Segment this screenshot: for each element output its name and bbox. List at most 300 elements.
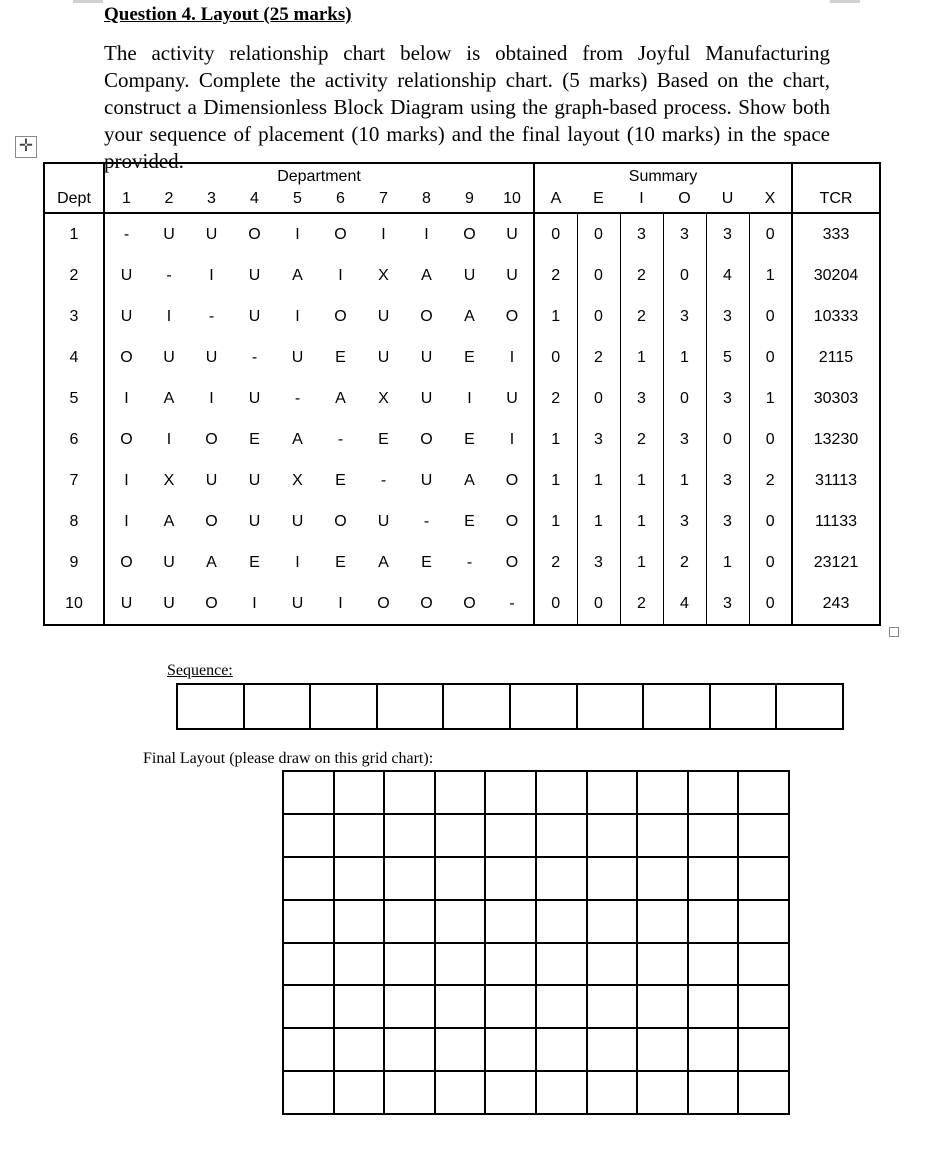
relationship-cell: O [420,430,433,448]
grid-cell[interactable] [436,815,487,858]
grid-cell[interactable] [335,815,386,858]
relationship-cell: I [124,512,129,530]
grid-cell[interactable] [335,901,386,944]
grid-cell[interactable] [739,1029,790,1072]
relationship-cell: U [291,348,304,366]
summary-cell: 0 [577,296,620,337]
relationship-cell: A [206,553,217,571]
relationship-cell: U [148,213,190,255]
relationship-cell: - [208,307,215,325]
relationship-cell: I [166,430,172,448]
tcr-cell: 13230 [792,419,880,460]
department-column-header: 4 [250,190,259,207]
relationship-cell: O [334,512,347,530]
relationship-cell: A [292,430,303,448]
grid-cell[interactable] [385,772,436,815]
relationship-cell: I [491,337,534,378]
summary-cell: 0 [749,337,792,378]
summary-cell: 5 [706,337,749,378]
grid-cell[interactable] [638,1029,689,1072]
summary-cell: 0 [749,419,792,460]
summary-cell: 0 [577,583,620,625]
grid-cell[interactable] [588,986,639,1029]
grid-cell[interactable] [588,944,639,987]
grid-cell[interactable] [537,901,588,944]
sequence-box[interactable] [178,685,243,728]
summary-cell: 3 [706,501,749,542]
relationship-cell: - [380,471,387,489]
relationship-cell: U [163,553,175,571]
grid-cell[interactable] [689,858,740,901]
grid-cell[interactable] [638,772,689,815]
summary-cell: 1 [577,460,620,501]
grid-cell[interactable] [588,1029,639,1072]
summary-cell: 2 [749,460,792,501]
relationship-cell: U [491,213,534,255]
relationship-cell: - [294,389,301,407]
relationship-cell: O [491,296,534,337]
summary-cell: 0 [706,419,749,460]
relationship-cell: O [120,430,133,448]
grid-cell[interactable] [284,858,335,901]
summary-cell: 2 [620,419,663,460]
summary-cell: 0 [663,378,706,419]
tcr-cell: 2115 [792,337,880,378]
relationship-cell: A [464,307,475,325]
dept-cell: 3 [44,296,104,337]
summary-cell: 3 [706,213,749,255]
dept-cell: 1 [44,213,104,255]
summary-cell: 0 [534,213,577,255]
grid-cell[interactable] [335,1072,386,1115]
grid-cell[interactable] [486,772,537,815]
final-layout-label: Final Layout (please draw on this grid chart): [143,750,434,767]
relationship-cell: O [405,583,448,625]
table-row [44,337,880,378]
relationship-cell: O [190,583,233,625]
department-column-header: 8 [422,190,431,207]
summary-cell: 1 [551,512,561,530]
grid-cell[interactable] [335,944,386,987]
department-column-header: 2 [164,190,174,207]
relationship-cell: U [190,213,233,255]
table-row [44,296,880,337]
summary-cell: 1 [663,337,706,378]
summary-cell: 0 [577,213,620,255]
summary-cell: 2 [551,389,561,407]
department-column-header: 3 [207,190,216,207]
grid-cell[interactable] [486,815,537,858]
summary-cell: 0 [749,501,792,542]
grid-cell[interactable] [689,1029,740,1072]
grid-cell[interactable] [436,901,487,944]
grid-cell[interactable] [284,901,335,944]
summary-cell: 0 [749,213,792,255]
relationship-cell: A [421,266,432,284]
relationship-cell: O [448,213,491,255]
relationship-cell: A [163,512,175,530]
grid-cell[interactable] [588,1072,639,1115]
table-row [44,213,880,255]
summary-cell: 2 [551,553,561,571]
summary-cell: 3 [663,419,706,460]
grid-cell[interactable] [537,986,588,1029]
tcr-cell: 30303 [792,378,880,419]
relationship-cell: U [491,255,534,296]
relationship-cell: I [124,389,129,407]
department-column-header: 10 [491,186,534,213]
relationship-cell: U [248,266,261,284]
grid-cell[interactable] [486,1072,537,1115]
relationship-cell: O [362,583,405,625]
relationship-cell: U [276,583,319,625]
relationship-cell: O [334,307,347,325]
summary-cell: 2 [620,296,663,337]
summary-cell: 3 [706,583,749,625]
grid-cell[interactable] [385,815,436,858]
summary-cell: 1 [551,430,561,448]
sequence-box[interactable] [509,685,576,728]
question-intro: The activity relationship chart below is obtained from Joyful Manufacturing Company. Complete the activity relationship chart. (5 marks) Based on the chart, construct a Dimensionless Block Diagram using the graph-based process. Show both your sequence of placement (10 marks) and the final layout (10 marks) in the space provided. [104,41,830,173]
sequence-box[interactable] [576,685,643,728]
grid-cell[interactable] [335,858,386,901]
relationship-cell: U [120,307,133,325]
relationship-cell: X [292,471,303,489]
summary-cell: 1 [749,378,792,419]
relationship-cell: - [104,213,148,255]
relationship-cell: O [120,348,133,366]
dept-cell: 7 [44,460,104,501]
grid-cell[interactable] [638,858,689,901]
grid-cell[interactable] [739,815,790,858]
summary-cell: 2 [577,337,620,378]
summary-cell: 1 [749,255,792,296]
summary-cell: 0 [551,348,561,366]
tcr-header-spacer [792,163,880,186]
grid-cell[interactable] [588,858,639,901]
relationship-cell: O [491,501,534,542]
grid-cell[interactable] [436,986,487,1029]
summary-cell: 1 [620,542,663,583]
relationship-cell: - [491,583,534,625]
summary-cell: 3 [706,460,749,501]
grid-cell[interactable] [638,1072,689,1115]
relationship-cell: - [423,512,430,530]
relationship-cell: U [377,307,390,325]
relationship-cell: U [491,378,534,419]
relationship-cell: U [104,583,148,625]
grid-cell[interactable] [689,986,740,1029]
grid-cell[interactable] [436,944,487,987]
page-top-edge-left [73,0,103,3]
summary-column-header: X [749,186,792,213]
summary-cell: 3 [706,296,749,337]
grid-cell[interactable] [385,1029,436,1072]
summary-cell: 0 [534,583,577,625]
relationship-cell: O [205,512,218,530]
sequence-box[interactable] [442,685,509,728]
grid-cell[interactable] [335,1029,386,1072]
relationship-cell: I [319,583,362,625]
relationship-cell: U [420,348,433,366]
relationship-cell: I [124,471,129,489]
summary-cell: 0 [749,542,792,583]
relationship-cell: A [163,389,175,407]
relationship-cell: O [205,430,218,448]
dept-header-spacer [44,163,104,186]
summary-cell: 0 [749,296,792,337]
tcr-cell: 11133 [792,501,880,542]
grid-cell[interactable] [537,1072,588,1115]
summary-cell: 3 [706,378,749,419]
summary-cell: 2 [620,583,663,625]
grid-cell[interactable] [486,858,537,901]
sequence-box[interactable] [775,685,842,728]
grid-cell[interactable] [537,1029,588,1072]
grid-cell[interactable] [739,1072,790,1115]
relationship-cell: X [378,266,389,284]
relationship-cell: I [295,307,300,325]
summary-cell: 0 [749,583,792,625]
grid-cell[interactable] [486,944,537,987]
grid-cell[interactable] [486,1029,537,1072]
grid-cell[interactable] [284,815,335,858]
department-column-header: 6 [336,190,345,207]
sequence-box[interactable] [309,685,376,728]
summary-column-header: E [593,190,604,207]
grid-cell[interactable] [385,944,436,987]
relationship-cell: E [249,553,260,571]
summary-column-header: A [550,190,562,207]
table-row [44,542,880,583]
table-row [44,501,880,542]
relationship-cell: U [205,471,218,489]
relationship-cell: A [335,389,346,407]
summary-cell: 2 [663,542,706,583]
grid-cell[interactable] [385,901,436,944]
relationship-cell: E [421,553,432,571]
grid-cell[interactable] [638,901,689,944]
relationship-cell: I [491,419,534,460]
tcr-cell: 23121 [792,542,880,583]
relationship-cell: U [248,512,261,530]
grid-cell[interactable] [335,986,386,1029]
summary-group-header: Summary [534,163,792,186]
activity-relationship-chart [43,162,881,626]
grid-cell[interactable] [537,815,588,858]
grid-cell[interactable] [284,1029,335,1072]
department-column-header: 9 [465,190,474,207]
grid-cell[interactable] [486,901,537,944]
relationship-cell: I [209,266,214,284]
dept-cell: 9 [44,542,104,583]
relationship-cell: U [248,389,261,407]
summary-cell: 3 [620,213,663,255]
relationship-cell: E [335,348,346,366]
grid-cell[interactable] [689,1072,740,1115]
department-column-header: 5 [293,190,302,207]
summary-cell: 1 [620,460,663,501]
grid-cell[interactable] [335,772,386,815]
grid-cell[interactable] [537,944,588,987]
resize-handle-icon[interactable] [889,627,899,637]
grid-cell[interactable] [385,986,436,1029]
relationship-cell: A [292,266,303,284]
grid-cell[interactable] [638,986,689,1029]
grid-cell[interactable] [638,815,689,858]
relationship-cell: U [420,389,433,407]
summary-cell: 2 [620,255,663,296]
relationship-cell: O [233,213,276,255]
summary-cell: 1 [620,337,663,378]
relationship-cell: E [464,512,475,530]
relationship-cell: I [338,266,343,284]
dept-column-header: Dept [44,186,104,213]
sequence-box[interactable] [376,685,443,728]
dept-cell: 2 [44,255,104,296]
sequence-box[interactable] [709,685,776,728]
summary-cell: 0 [577,378,620,419]
grid-cell[interactable] [689,772,740,815]
grid-cell[interactable] [284,1072,335,1115]
relationship-cell: U [377,348,390,366]
relationship-cell: X [163,471,175,489]
tcr-cell: 10333 [792,296,880,337]
summary-cell: 1 [620,501,663,542]
table-row [44,583,880,625]
grid-cell[interactable] [739,986,790,1029]
summary-column-header: O [678,190,691,207]
grid-cell[interactable] [537,772,588,815]
relationship-cell: X [378,389,389,407]
tcr-cell: 30204 [792,255,880,296]
relationship-cell: A [378,553,389,571]
summary-cell: 3 [577,542,620,583]
relationship-cell: I [209,389,214,407]
summary-cell: 1 [551,307,561,325]
sequence-label: Sequence: [167,662,233,679]
relationship-cell: O [319,213,362,255]
grid-cell[interactable] [739,944,790,987]
relationship-cell: U [291,512,304,530]
summary-cell: 3 [663,501,706,542]
dept-cell: 5 [44,378,104,419]
relationship-cell: O [491,542,534,583]
relationship-cell: U [120,266,133,284]
summary-cell: 1 [663,460,706,501]
relationship-cell: O [448,583,491,625]
relationship-cell: - [166,266,172,284]
tcr-cell: 31113 [792,460,880,501]
department-column-header: 7 [379,190,388,207]
summary-column-header: U [721,190,734,207]
sequence-box[interactable] [642,685,709,728]
dept-cell: 10 [44,583,104,625]
relationship-cell: - [466,553,473,571]
grid-cell[interactable] [486,986,537,1029]
relationship-cell: E [378,430,389,448]
dept-cell: 4 [44,337,104,378]
grid-cell[interactable] [385,1072,436,1115]
summary-cell: 3 [620,378,663,419]
sequence-boxes [176,683,844,730]
department-column-header: 1 [122,190,131,207]
relationship-cell: E [335,471,346,489]
relationship-cell: E [249,430,260,448]
department-group-header: Department [104,163,534,186]
table-row [44,419,880,460]
grid-cell[interactable] [739,772,790,815]
grid-cell[interactable] [436,1029,487,1072]
grid-cell[interactable] [588,815,639,858]
relationship-cell: U [377,512,390,530]
grid-cell[interactable] [284,772,335,815]
grid-cell[interactable] [588,901,639,944]
table-row [44,378,880,419]
relationship-cell: U [205,348,218,366]
grid-cell[interactable] [385,858,436,901]
relationship-cell: O [120,553,133,571]
question-heading: Question 4. Layout (25 marks) [104,4,352,25]
relationship-cell: E [335,553,346,571]
tcr-cell: 243 [792,583,880,625]
dept-cell: 6 [44,419,104,460]
grid-cell[interactable] [689,815,740,858]
table-row [44,255,880,296]
relationship-cell: I [467,389,472,407]
grid-cell[interactable] [436,772,487,815]
final-layout-grid [282,770,790,1115]
grid-cell[interactable] [739,901,790,944]
relationship-cell: E [464,348,475,366]
relationship-cell: U [248,471,261,489]
summary-cell: 3 [577,419,620,460]
tcr-column-header: TCR [792,186,880,213]
grid-cell[interactable] [638,944,689,987]
summary-cell: 1 [706,542,749,583]
grid-cell[interactable] [436,1072,487,1115]
summary-cell: 1 [577,501,620,542]
table-row [44,460,880,501]
sequence-box[interactable] [243,685,310,728]
grid-cell[interactable] [284,986,335,1029]
move-arrows-icon[interactable]: ✛ [15,136,37,158]
page-top-edge-right [830,0,860,3]
summary-cell: 4 [663,583,706,625]
relationship-cell: I [276,213,319,255]
grid-cell[interactable] [739,858,790,901]
grid-cell[interactable] [689,901,740,944]
grid-cell[interactable] [284,944,335,987]
relationship-cell: I [166,307,172,325]
relationship-cell: I [362,213,405,255]
summary-cell: 2 [551,266,561,284]
grid-cell[interactable] [689,944,740,987]
relationship-cell: U [463,266,476,284]
relationship-cell: I [405,213,448,255]
relationship-cell: O [491,460,534,501]
dept-cell: 8 [44,501,104,542]
summary-cell: 0 [577,255,620,296]
relationship-cell: U [163,348,175,366]
summary-column-header: I [639,190,644,207]
relationship-cell: O [420,307,433,325]
grid-cell[interactable] [436,858,487,901]
tcr-cell: 333 [792,213,880,255]
grid-cell[interactable] [537,858,588,901]
relationship-cell: U [248,307,261,325]
grid-cell[interactable] [588,772,639,815]
